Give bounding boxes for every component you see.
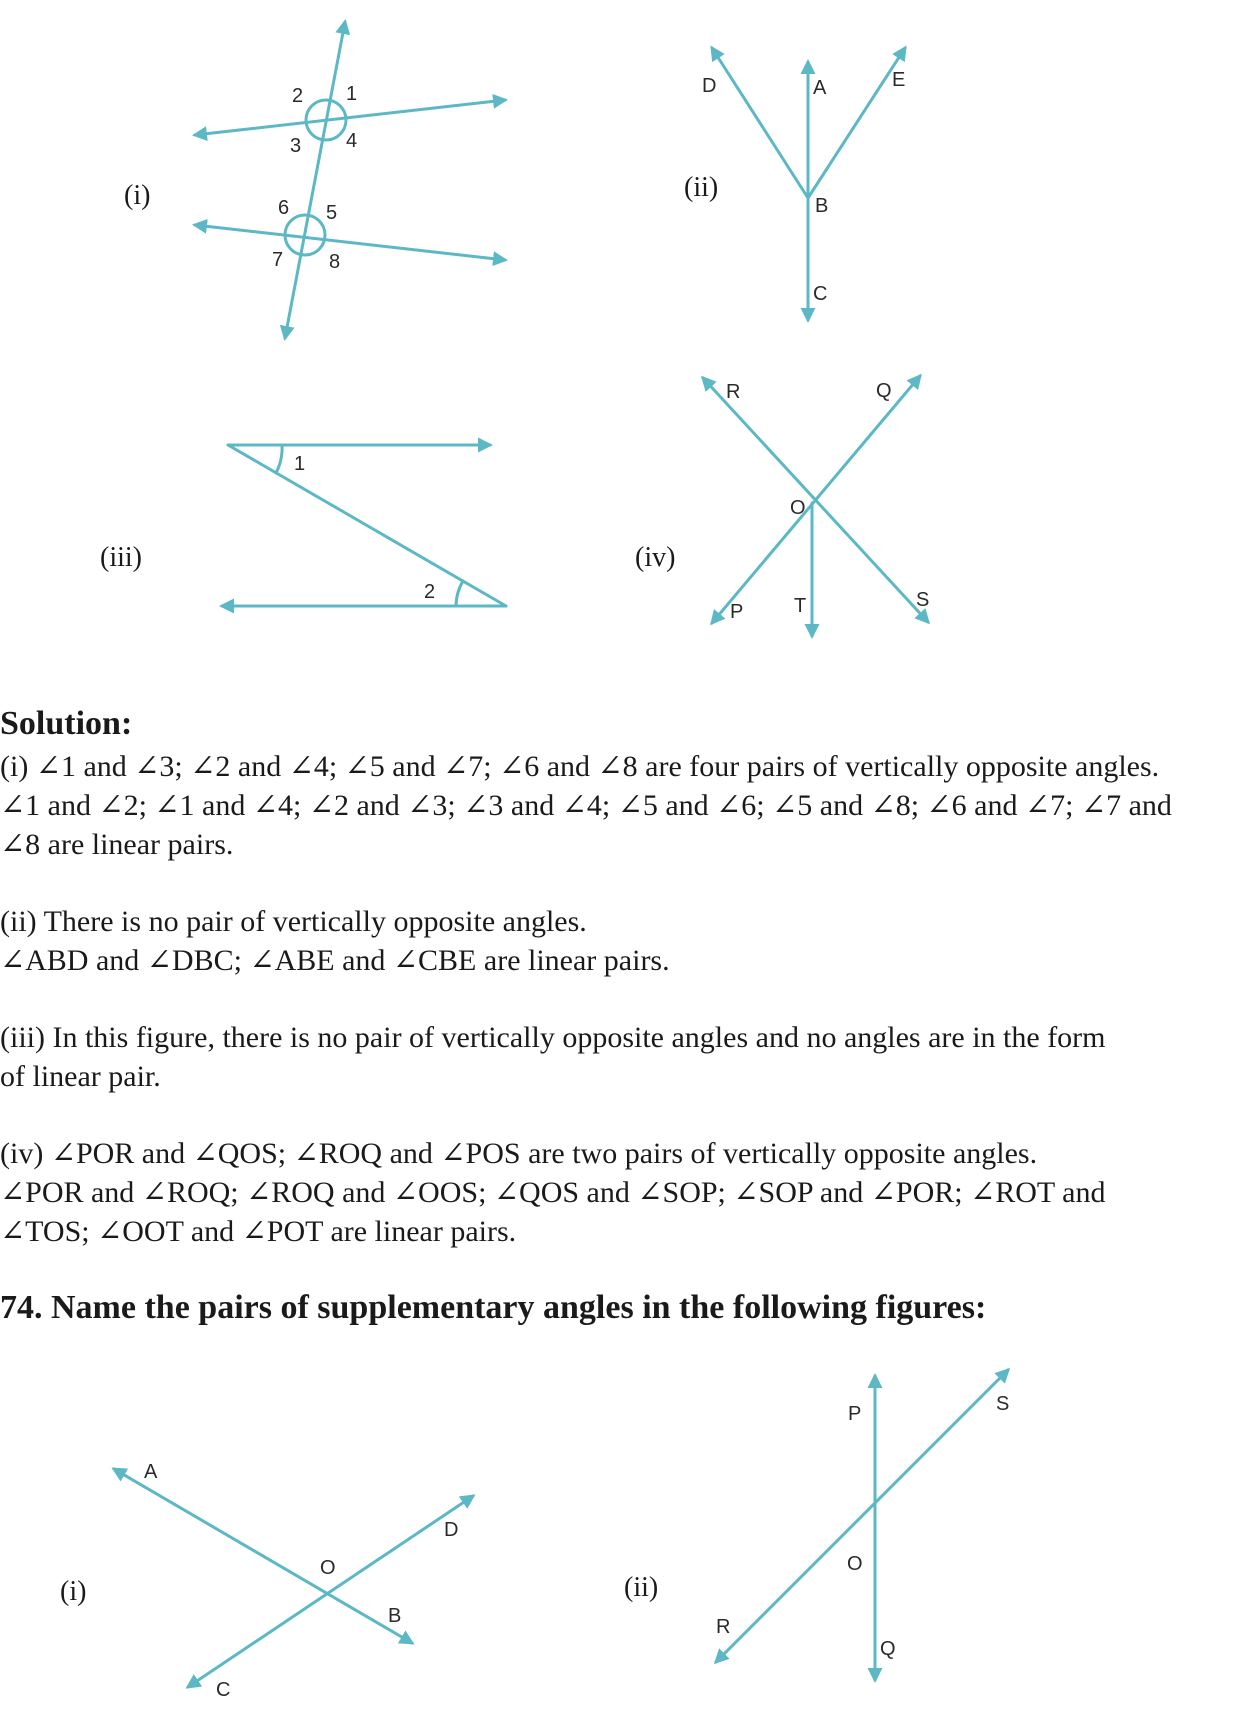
fig6-label-R: R: [716, 1616, 731, 1638]
fig1-angle-5: 5: [326, 202, 338, 224]
fig2-label-B: B: [815, 195, 829, 217]
solution-heading: Solution:: [0, 705, 133, 742]
fig2-label-C: C: [813, 283, 828, 305]
fig5-label-D: D: [444, 1519, 459, 1541]
figure-1-ii: [684, 48, 905, 320]
figure-1-i: [124, 22, 505, 338]
fig1-angle-2: 2: [292, 85, 304, 107]
fig1-angle-6: 6: [278, 197, 290, 219]
solution-line: ∠TOS; ∠OOT and ∠POT are linear pairs.: [0, 1215, 517, 1248]
fig3-angle-1: 1: [294, 453, 306, 475]
fig1-angle-3: 3: [290, 135, 302, 157]
solution-line: ∠1 and ∠2; ∠1 and ∠4; ∠2 and ∠3; ∠3 and ∠4; ∠5 and ∠6; ∠5 and ∠8; ∠6 and ∠7; ∠7 and: [0, 789, 1172, 822]
solution-line: (iv) ∠POR and ∠QOS; ∠ROQ and ∠POS are two pairs of vertically opposite angles.: [0, 1137, 1038, 1170]
fig3-caption: (iii): [100, 542, 142, 573]
fig5-label-A: A: [144, 1461, 158, 1483]
solution-line: of linear pair.: [0, 1060, 161, 1093]
fig4-label-P: P: [730, 601, 744, 623]
fig4-label-R: R: [726, 381, 741, 403]
figure-1-iv: [635, 376, 929, 636]
fig6-label-S: S: [996, 1393, 1010, 1415]
fig4-label-O: O: [790, 497, 806, 519]
figure-1-iii: [100, 445, 506, 606]
fig4-label-T: T: [794, 595, 807, 617]
fig5-label-O: O: [320, 1557, 336, 1579]
fig6-label-O: O: [847, 1553, 863, 1575]
fig5-label-B: B: [388, 1605, 402, 1627]
fig1-angle-7: 7: [272, 249, 284, 271]
fig2-label-E: E: [892, 69, 906, 91]
fig4-label-S: S: [916, 589, 930, 611]
figure-2-i: [60, 1461, 473, 1701]
solution-line: ∠8 are linear pairs.: [0, 828, 234, 861]
fig5-caption: (i): [60, 1576, 87, 1607]
solution-line: (i) ∠1 and ∠3; ∠2 and ∠4; ∠5 and ∠7; ∠6 and ∠8 are four pairs of vertically opposite angles.: [0, 750, 1160, 783]
question-title: 74. Name the pairs of supplementary angles in the following figures:: [0, 1289, 987, 1326]
fig1-caption: (i): [124, 180, 151, 211]
fig2-label-A: A: [813, 77, 827, 99]
solution-line: ∠ABD and ∠DBC; ∠ABE and ∠CBE are linear pairs.: [0, 944, 670, 977]
fig6-caption: (ii): [624, 1572, 659, 1603]
fig3-angle-2: 2: [424, 581, 436, 603]
fig4-caption: (iv): [635, 542, 676, 573]
fig1-angle-1: 1: [346, 83, 358, 105]
fig1-angle-4: 4: [346, 130, 358, 152]
fig5-label-C: C: [216, 1679, 231, 1701]
fig6-label-P: P: [848, 1403, 862, 1425]
figure-2-ii: [624, 1370, 1009, 1680]
solution-line: (iii) In this figure, there is no pair of vertically opposite angles and no angles are in the form: [0, 1021, 1106, 1054]
fig6-label-Q: Q: [880, 1638, 896, 1660]
fig1-angle-8: 8: [329, 251, 341, 273]
fig2-label-D: D: [702, 75, 717, 97]
fig2-caption: (ii): [684, 172, 719, 203]
solution-line: (ii) There is no pair of vertically opposite angles.: [0, 905, 587, 938]
fig4-label-Q: Q: [876, 380, 892, 402]
solution-line: ∠POR and ∠ROQ; ∠ROQ and ∠OOS; ∠QOS and ∠SOP; ∠SOP and ∠POR; ∠ROT and: [0, 1176, 1106, 1209]
